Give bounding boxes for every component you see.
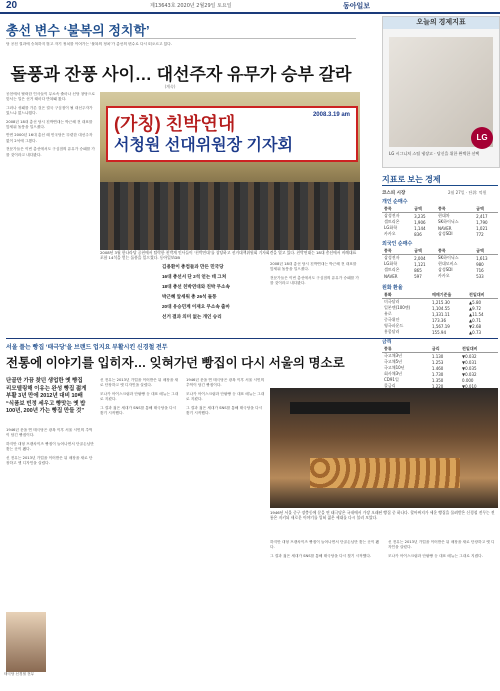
pull-quote: 선거 결과 의미 없는 개인 승리 <box>162 314 222 319</box>
photo-caption: 2008년 3월 한나라당 공천에서 탈락한 친박계 인사들이 ‘친박연대’를 창당하고 선거대책위원회 기자회견을 열고 있다. 친박연대는 18대 총선에서 비례대표 포함 14석을 얻는 돌풍을 일으켰다. 동아일보DB <box>100 250 357 260</box>
banner-line1: (가칭) 친박연대 <box>114 114 236 134</box>
paragraph: 모나카 아이스크림과 단팥빵 등 대표 메뉴는 그대로 지켰다. <box>100 391 179 402</box>
paragraph: 전문가들은 이번 총선에서도 구심점의 유무가 승패를 가를 것이라고 내다봤다. <box>270 275 359 286</box>
paragraph: 그 결과 젊은 세대가 SNS를 통해 태극당을 다시 찾기 시작했다. <box>186 405 263 416</box>
article-column-right <box>270 262 360 338</box>
portrait-caption: 태극당 신경철 전무 <box>4 672 35 676</box>
article-column-left <box>6 92 96 340</box>
bakery-photo <box>270 388 498 508</box>
lead-text: 당 공천 결과에 승복하지 않고 자기 정치를 이어가는 ‘불복의 정치’가 총선의 변수로 다시 떠오르고 있다. <box>6 42 172 46</box>
paragraph: 그 결과 젊은 세대가 SNS를 통해 태극당을 다시 찾기 시작했다. <box>270 553 372 558</box>
pull-quote: 김용환이 총컴들과 만든 민국당 <box>162 264 224 269</box>
rates-label: 금리 <box>382 339 392 345</box>
pull-quote: 20대 유승민계 이재오 무소속 출마 <box>162 304 230 309</box>
lower-column-5 <box>388 540 498 680</box>
banner-line2: 서청원 선대위원장 기자회 <box>114 137 293 154</box>
paragraph: 2008년 18대 총선 당시 친박연대는 박근혜 전 대표를 앞세워 돌풍을 일으켰다. <box>270 262 357 272</box>
lower-column-3 <box>186 378 266 674</box>
pull-quote-block <box>162 262 270 322</box>
paragraph: 전문가들은 이번 총선에서도 구심점의 유무가 승패를 가를 것이라고 내다봤다. <box>6 147 95 157</box>
lower-deck <box>6 378 94 416</box>
individual-buy-table: 종목 금액 종목 금액 삼성전자 3,235 현대차 2,417 셀트리온 1,906 SK하이닉스 1,790 LG화학 1,144 NAVER 1,021 카카오 836 삼성SDI 772 <box>382 206 498 237</box>
paragraph: 공천에서 탈락한 인사들이 무소속 출마나 신당 창당으로 맞서는 일은 선거 때마다 반복돼 왔다. <box>6 92 95 102</box>
sidebar-advertisement[interactable] <box>382 16 500 168</box>
paragraph: 모나카 아이스크림과 단팥빵 등 대표 메뉴는 그대로 지켰다. <box>186 391 265 402</box>
topic-bar <box>6 18 356 39</box>
bakery-photo-caption: 1946년 서울 중구 장충동에 문을 연 태극당은 국내에서 가장 오래된 빵집 중 하나다. 할아버지가 세운 빵집을 물려받은 신경철 전무는 전통은 지키되 새로운 이야기를 입혀 젊은 세대를 다시 불러 모았다. <box>270 510 495 520</box>
group-label: 외국인 순매수 <box>382 241 413 247</box>
lower-headline: 전통에 이야기를 입히자… 잊혀가던 빵집이 다시 서울의 명소로 <box>6 356 345 370</box>
paragraph: 그 결과 젊은 세대가 SNS를 통해 태극당을 다시 찾기 시작했다. <box>100 405 177 416</box>
foreign-buy-table: 종목 금액 종목 금액 삼성전자 2,004 SK하이닉스 1,613 LG화학 1,121 현대모비스 980 셀트리온 865 삼성SDI 716 NAVER 597 카카오 533 <box>382 248 498 279</box>
paragraph: 반면 2000년 16대 총선 때 민국당은 뚜렷한 대선주자 없이 2석에 그쳤다. <box>6 133 93 143</box>
lower-column-1 <box>6 428 94 608</box>
lg-logo: LG <box>471 127 493 149</box>
ad-title: 오늘의 경제지표 <box>383 17 499 29</box>
headline: 돌풍과 잔풍 사이… 대선주자 유무가 승부 갈라 <box>10 65 352 84</box>
banner-date: 2008.3.19 am <box>312 112 350 118</box>
deck-line: 100년, 200년 가는 빵집 만들 것” <box>6 408 85 414</box>
paragraph: 1946년 문을 연 태극당은 광복 이후 서울 시민의 추억이 담긴 빵집이다. <box>6 428 93 438</box>
issue-line: 제13643호 2020년 2월29일 토요일 <box>150 3 232 9</box>
deck-line: 단골만 가끔 찾던 생업한 옛 빵집 <box>6 378 83 384</box>
ad-caption: LG 시그니처 스팀 냉장고 · 당신을 위한 완벽한 선택 <box>389 151 480 156</box>
deck-line: “식품보 빈정 세우고 빵맛는 옛 밥 <box>6 400 86 407</box>
lower-column-2 <box>100 378 180 674</box>
group-label: 개인 순매수 <box>382 199 408 205</box>
paragraph: 2008년 18대 총선 당시 친박연대는 박근혜 전 대표를 앞세워 돌풍을 일으켰다. <box>6 119 93 130</box>
lower-column-4 <box>270 540 380 680</box>
pull-quote: 박근혜 앞세워 총 26석 돌풍 <box>162 294 217 299</box>
portrait-photo <box>6 612 46 672</box>
photo-banner <box>106 106 358 162</box>
deck-line: 부활 3년 만에 2012년 대비 10배 <box>6 393 83 399</box>
indicators-subtitle: 코스피 시장 <box>382 191 406 196</box>
section-divider <box>6 338 498 339</box>
lead-strip <box>6 42 356 56</box>
byline: (계속) <box>164 84 176 89</box>
markets-label: 원화 환율 <box>382 285 403 291</box>
topic-label: 총선 변수 ‘불복의 정치학’ <box>6 23 150 38</box>
press-conference-photo <box>100 92 360 250</box>
pull-quote: 16대 총선서 단 2석 얻는 데 그쳐 <box>162 274 227 279</box>
lower-kicker: 서울 풀는 빵집 ‘태극당’을 브랜드 업지요 부활시킨 신경철 전무 <box>6 345 168 351</box>
exchange-rate-table: 통화 매매기준율 전일대비 미국달러 1,215.30 ▲5.80 일본엔(100엔) 1,104.55 ▲9.72 유로 1,331.11 ▲11.54 중국위안 173.36 ▲0.71 영국파운드 1,567.19 ▼2.68 홍콩달러 155.94 ▲0.73 <box>382 292 498 335</box>
page-header <box>0 0 500 14</box>
paragraph: 1946년 문을 연 태극당은 광복 이후 서울 시민의 추억이 담긴 빵집이다. <box>186 378 265 388</box>
pull-quote: 18대 총선 친박연대와 친박 무소속 <box>162 284 230 289</box>
paragraph: 신 전무는 2013년 가업을 이어받은 뒤 매장을 새로 단장하고 옛 디자인을 살렸다. <box>100 378 179 388</box>
paragraph: 하지만 대형 프랜차이즈 빵집이 늘어나면서 단골손님만 찾는 곳이 됐다. <box>270 540 380 550</box>
paragraph: 신 전무는 2013년 가업을 이어받은 뒤 매장을 새로 단장하고 옛 디자인을 살렸다. <box>388 540 495 550</box>
bread-display <box>310 458 460 488</box>
indicators-date: 2월 27일 · 단위: 억원 <box>448 190 487 195</box>
paragraph: 모나카 아이스크림과 단팥빵 등 대표 메뉴는 그대로 지켰다. <box>388 553 483 558</box>
interest-rate-table: 종류 금리 전일대비 국고채3년 1.130 ▼0.032 국고채5년 1.253 ▼0.031 국고채10년 1.460 ▼0.035 회사채3년 1.730 ▼0.032 CD91일 1.350 0.000 콜금리 1.220 ▼0.010 <box>382 346 498 389</box>
paragraph: 신 전무는 2013년 가업을 이어받은 뒤 매장을 새로 단장하고 옛 디자인을 살렸다. <box>6 455 93 466</box>
page-number: 20 <box>6 0 18 11</box>
paragraph: 그러나 성패를 가른 것은 결국 구심점이 될 대선주자가 있느냐 없느냐였다. <box>6 105 93 116</box>
indicators-title: 지표로 보는 경제 <box>382 174 498 186</box>
paragraph: 하지만 대형 프랜차이즈 빵집이 늘어나면서 단골손님만 찾는 곳이 됐다. <box>6 441 94 452</box>
paper-name: 동아일보 <box>342 3 370 10</box>
crowd-silhouettes <box>100 182 360 250</box>
deck-line: 리모델링해 이유는 완성 빵집 젊게 <box>6 385 87 392</box>
bakery-sign <box>290 402 410 414</box>
